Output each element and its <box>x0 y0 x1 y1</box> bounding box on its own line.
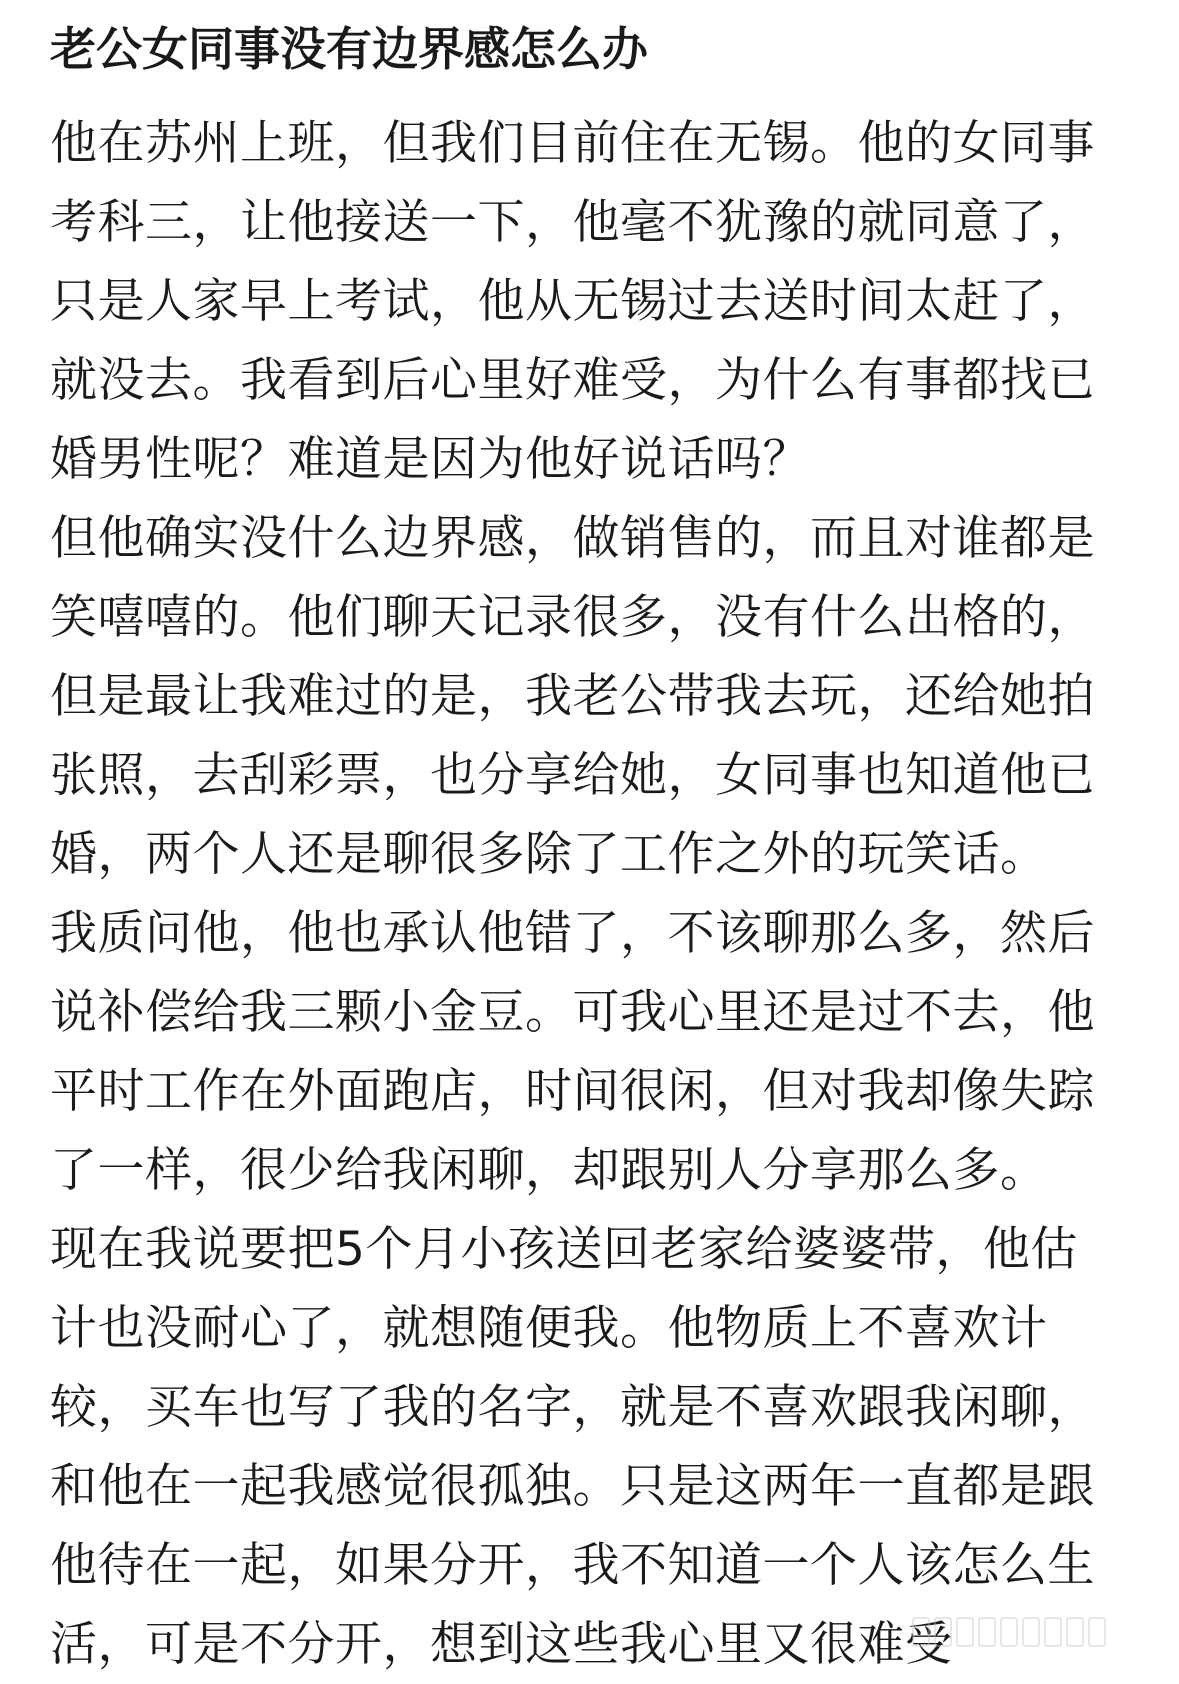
post-line: 婚男性呢？难道是因为他好说话吗？ <box>50 432 810 487</box>
post-body <box>50 104 1140 1684</box>
post-line: 只是人家早上考试，他从无锡过去送时间太赶了， <box>50 274 1095 329</box>
post-line: 我质问他，他也承认他错了，不该聊那么多，然后 <box>50 906 1095 961</box>
post-line: 他在苏州上班，但我们目前住在无锡。他的女同事 <box>50 116 1095 171</box>
post-line: 和他在一起我感觉很孤独。只是这两年一直都是跟 <box>50 1459 1095 1514</box>
post-line: 平时工作在外面跑店，时间很闲，但对我却像失踪 <box>50 1064 1095 1119</box>
watermark-glyph <box>1088 1617 1106 1647</box>
watermark-glyph <box>956 1617 974 1647</box>
post-line: 张照，去刮彩票，也分享给她，女同事也知道他已 <box>50 748 1095 803</box>
watermark-logo <box>912 1610 1122 1654</box>
post-line: 计也没耐心了，就想随便我。他物质上不喜欢计 <box>50 1301 1048 1356</box>
watermark-glyph <box>1044 1617 1062 1647</box>
post-line: 了一样，很少给我闲聊，却跟别人分享那么多。 <box>50 1143 1048 1198</box>
post-line: 但是最让我难过的是，我老公带我去玩，还给她拍 <box>50 669 1095 724</box>
post-title: 老公女同事没有边界感怎么办 <box>50 22 648 76</box>
watermark-glyph <box>978 1617 996 1647</box>
post-line: 就没去。我看到后心里好难受，为什么有事都找已 <box>50 353 1095 408</box>
post-line: 笑嘻嘻的。他们聊天记录很多，没有什么出格的， <box>50 590 1095 645</box>
watermark-glyph <box>912 1617 930 1647</box>
post-line: 较，买车也写了我的名字，就是不喜欢跟我闲聊， <box>50 1380 1095 1435</box>
watermark-glyph <box>1066 1617 1084 1647</box>
post-line: 活，可是不分开，想到这些我心里又很难受 <box>50 1617 953 1672</box>
post-line: 现在我说要把5个月小孩送回老家给婆婆带，他估 <box>50 1222 1078 1277</box>
post-line: 婚，两个人还是聊很多除了工作之外的玩笑话。 <box>50 827 1048 882</box>
watermark-glyph <box>1000 1617 1018 1647</box>
post-line: 他待在一起，如果分开，我不知道一个人该怎么生 <box>50 1538 1095 1593</box>
post-line: 但他确实没什么边界感，做销售的，而且对谁都是 <box>50 511 1095 566</box>
watermark-glyph <box>934 1617 952 1647</box>
post-line: 考科三，让他接送一下，他毫不犹豫的就同意了， <box>50 195 1095 250</box>
watermark-glyph <box>1022 1617 1040 1647</box>
post-container <box>50 18 1140 1684</box>
post-line: 说补偿给我三颗小金豆。可我心里还是过不去，他 <box>50 985 1095 1040</box>
